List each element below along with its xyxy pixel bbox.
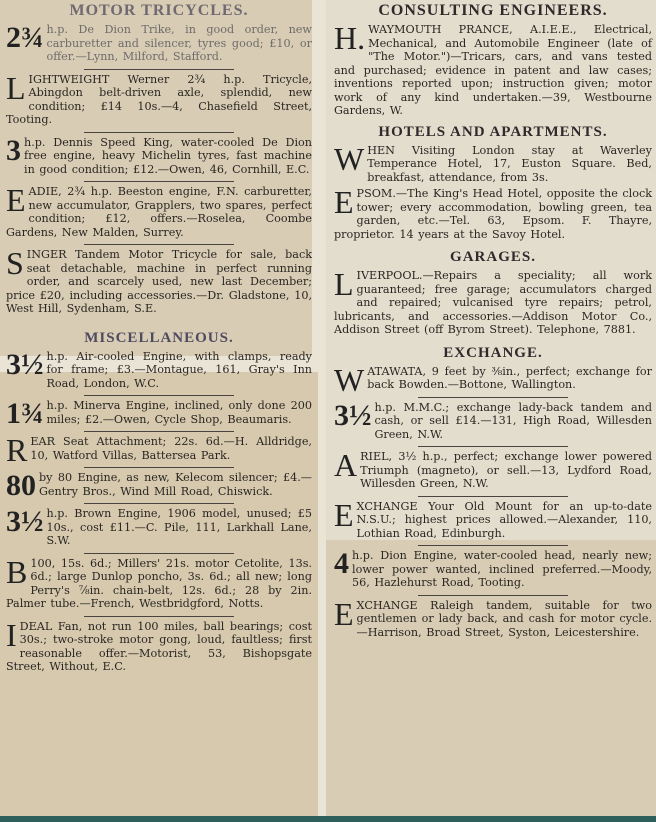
divider-rule	[84, 132, 234, 133]
ad-text: IGHTWEIGHT Werner 2¾ h.p. Tricycle, Abingdon belt-driven axle, splendid, new condition; £14 10s.—4, Chasefield Street, Tooting.	[6, 72, 312, 126]
ad-lead: 4	[334, 547, 349, 580]
divider-rule	[84, 553, 234, 554]
classified-ad	[6, 133, 312, 177]
ad-lead: 2¾	[6, 21, 44, 54]
classified-ad	[6, 469, 312, 502]
ad-text: by 80 Engine, as new, Kelecom silencer; £4.—Gentry Bros., Wind Mill Road, Chiswick.	[39, 471, 312, 498]
ad-lead: I	[6, 616, 17, 653]
ad-lead: 3½	[6, 347, 44, 381]
ad-text: h.p. De Dion Trike, in good order, new carburetter and silencer, tyres good; £10, or offer.—Lynn, Milford, Stafford.	[46, 23, 312, 63]
ad-text: h.p. Air-cooled Engine, with clamps, ready for frame; £3.—Montague, 161, Gray's Inn Road, London, W.C.	[46, 349, 312, 390]
divider-rule	[418, 545, 568, 546]
classified-ad	[334, 447, 652, 491]
section-heading-hotels-and-apartments: HOTELS AND APARTMENTS.	[378, 123, 608, 140]
ad-lead: H.	[334, 20, 366, 56]
ad-text: EAR Seat Attachment; 22s. 6d.—H. Alldridge, 10, Watford Villas, Battersea Park.	[30, 435, 312, 462]
classified-ad	[6, 432, 312, 468]
left-column	[0, 0, 318, 674]
divider-rule	[84, 503, 234, 504]
classified-ad	[334, 184, 652, 241]
ad-text: h.p. Dennis Speed King, water-cooled De Dion free engine, heavy Michelin tyres, fast machine in good condition; £12.—Owen, 46, Cornhill, E.C.	[24, 135, 312, 176]
divider-rule	[418, 446, 568, 447]
ad-text: RIEL, 3½ h.p., perfect; exchange lower powered Triumph (magneto), or sell.—13, Lydford Road, Willesden Green, N.W.	[360, 450, 652, 490]
ad-lead: L	[6, 69, 26, 106]
ad-text: XCHANGE Raleigh tandem, suitable for two gentlemen or lady back, and cash for motor cycle.—Harrison, Broad Street, Syston, Leicestershire.	[356, 598, 652, 639]
bottom-edge-strip	[0, 816, 656, 822]
ad-text: XCHANGE Your Old Mount for an up-to-date N.S.U.; highest prices allowed.—Alexander, 110, Lothian Road, Edinburgh.	[356, 499, 652, 540]
section-heading-consulting-engineers: CONSULTING ENGINEERS.	[378, 2, 608, 19]
ad-text: ADIE, 2¾ h.p. Beeston engine, F.N. carburetter, new accumulator, Grapplers, two spares, perfect condition; £12, offers.—Roselea, Coombe Gardens, New Malden, Surrey.	[6, 185, 312, 239]
ad-lead: E	[334, 184, 354, 220]
divider-rule	[84, 467, 234, 468]
ad-lead: E	[6, 182, 26, 218]
ad-lead: 1¾	[6, 397, 44, 430]
ad-text: PSOM.—The King's Head Hotel, opposite the clock tower; every accommodation, bowling green, tea garden, etc.—Tel. 63, Epsom. F. Thayre, proprietor. 14 years at the Savoy Hotel.	[334, 187, 652, 241]
classified-ad	[334, 140, 652, 185]
classified-ad	[6, 69, 312, 127]
classified-ad	[6, 245, 312, 316]
classified-ad	[334, 398, 652, 442]
classified-ad	[334, 595, 652, 640]
divider-rule	[84, 616, 234, 617]
ad-lead: E	[334, 595, 354, 632]
divider-rule	[84, 244, 234, 245]
classified-ad	[334, 20, 652, 118]
ad-lead: S	[6, 245, 24, 281]
ad-lead: E	[334, 496, 354, 533]
ad-text: h.p. Dion Engine, water-cooled head, nearly new; lower power wanted, inclined preferred.—Moody, 56, Hazlehurst Road, Tooting.	[352, 549, 652, 589]
classified-ad	[334, 496, 652, 541]
right-column	[328, 0, 656, 639]
ad-lead: A	[334, 447, 358, 483]
ad-lead: 3½	[334, 398, 372, 432]
ad-text: HEN Visiting London stay at Waverley Temperance Hotel, 17, Euston Square. Bed, breakfast, attendance, from 3s.	[367, 143, 652, 184]
classified-ad	[6, 23, 312, 64]
section-heading-miscellaneous: MISCELLANEOUS.	[84, 329, 234, 346]
divider-rule	[84, 395, 234, 396]
ad-lead: 80	[6, 469, 36, 502]
ad-text: h.p. Brown Engine, 1906 model, unused; £5 10s., cost £11.—C. Pile, 111, Larkhall Lane, S.W.	[46, 507, 312, 547]
ad-text: INGER Tandem Motor Tricycle for sale, back seat detachable, machine in perfect running order, and scarcely used, new last December; price £20, including accessories.—Dr. Gladstone, 10, West Hill, Sydenham, S.E.	[6, 248, 312, 315]
classified-ad	[6, 507, 312, 548]
ad-lead: B	[6, 553, 28, 590]
ad-text: h.p. Minerva Engine, inclined, only done 200 miles; £2.—Owen, Cycle Shop, Beaumaris.	[46, 399, 312, 426]
classified-ad	[6, 397, 312, 430]
classified-ad	[334, 361, 652, 398]
ad-lead: W	[334, 361, 365, 398]
classified-ad	[6, 182, 312, 239]
ad-lead: R	[6, 432, 28, 468]
classified-ad	[334, 549, 652, 590]
ad-text: ATAWATA, 9 feet by ⅜in., perfect; exchange for back Bowden.—Bottone, Wallington.	[367, 364, 652, 391]
ad-lead: W	[334, 140, 365, 177]
section-heading-exchange: EXCHANGE.	[443, 344, 543, 361]
ad-lead: 3	[6, 133, 21, 167]
ad-lead: L	[334, 266, 354, 302]
classified-ad	[6, 616, 312, 674]
divider-rule	[84, 181, 234, 182]
section-heading-garages: GARAGES.	[450, 249, 536, 265]
divider-rule	[84, 69, 234, 70]
divider-rule	[418, 397, 568, 398]
section-heading-motor-tricycles: MOTOR TRICYCLES.	[69, 2, 249, 19]
divider-rule	[418, 595, 568, 596]
ad-text: IVERPOOL.—Repairs a speciality; all work guaranteed; free garage; accumulators charged and repaired; vulcanised tyre repairs; petrol, lubricants, and accessories.—Addison Motor Co., Addison Street (off Byrom Street). Telephone, 7881.	[334, 269, 652, 336]
divider-rule	[418, 496, 568, 497]
ad-text: WAYMOUTH PRANCE, A.I.E.E., Electrical, Mechanical, and Automobile Engineer (late of "The Motor.")—Tricars, cars, and vans tested and purchased; evidence in patent and law cases; inventions reported upon; instruction given; motor work of any kind undertaken.—39, Westbourne Gardens, W.	[334, 23, 652, 117]
ad-text: h.p. M.M.C.; exchange lady-back tandem and cash, or sell £14.—131, High Road, Willesden Green, N.W.	[374, 400, 652, 441]
divider-rule	[84, 431, 234, 432]
ad-text: 100, 15s. 6d.; Millers' 21s. motor Cetolite, 13s. 6d.; large Dunlop poncho, 3s. 6d.; all new; long Perry's ⅞in. chain-belt, 12s. 6d.; 28 by 2in. Palmer tube.—French, Westbridgford, Notts.	[6, 556, 312, 610]
classified-ad	[6, 347, 312, 391]
classified-ad	[334, 266, 652, 337]
ad-text: DEAL Fan, not run 100 miles, ball bearings; cost 30s.; two-stroke motor gong, loud, faultless; first reasonable offer.—Motorist, 53, Bishopsgate Street, Without, E.C.	[6, 619, 312, 673]
ad-lead: 3½	[6, 505, 44, 538]
classified-ad	[6, 553, 312, 611]
